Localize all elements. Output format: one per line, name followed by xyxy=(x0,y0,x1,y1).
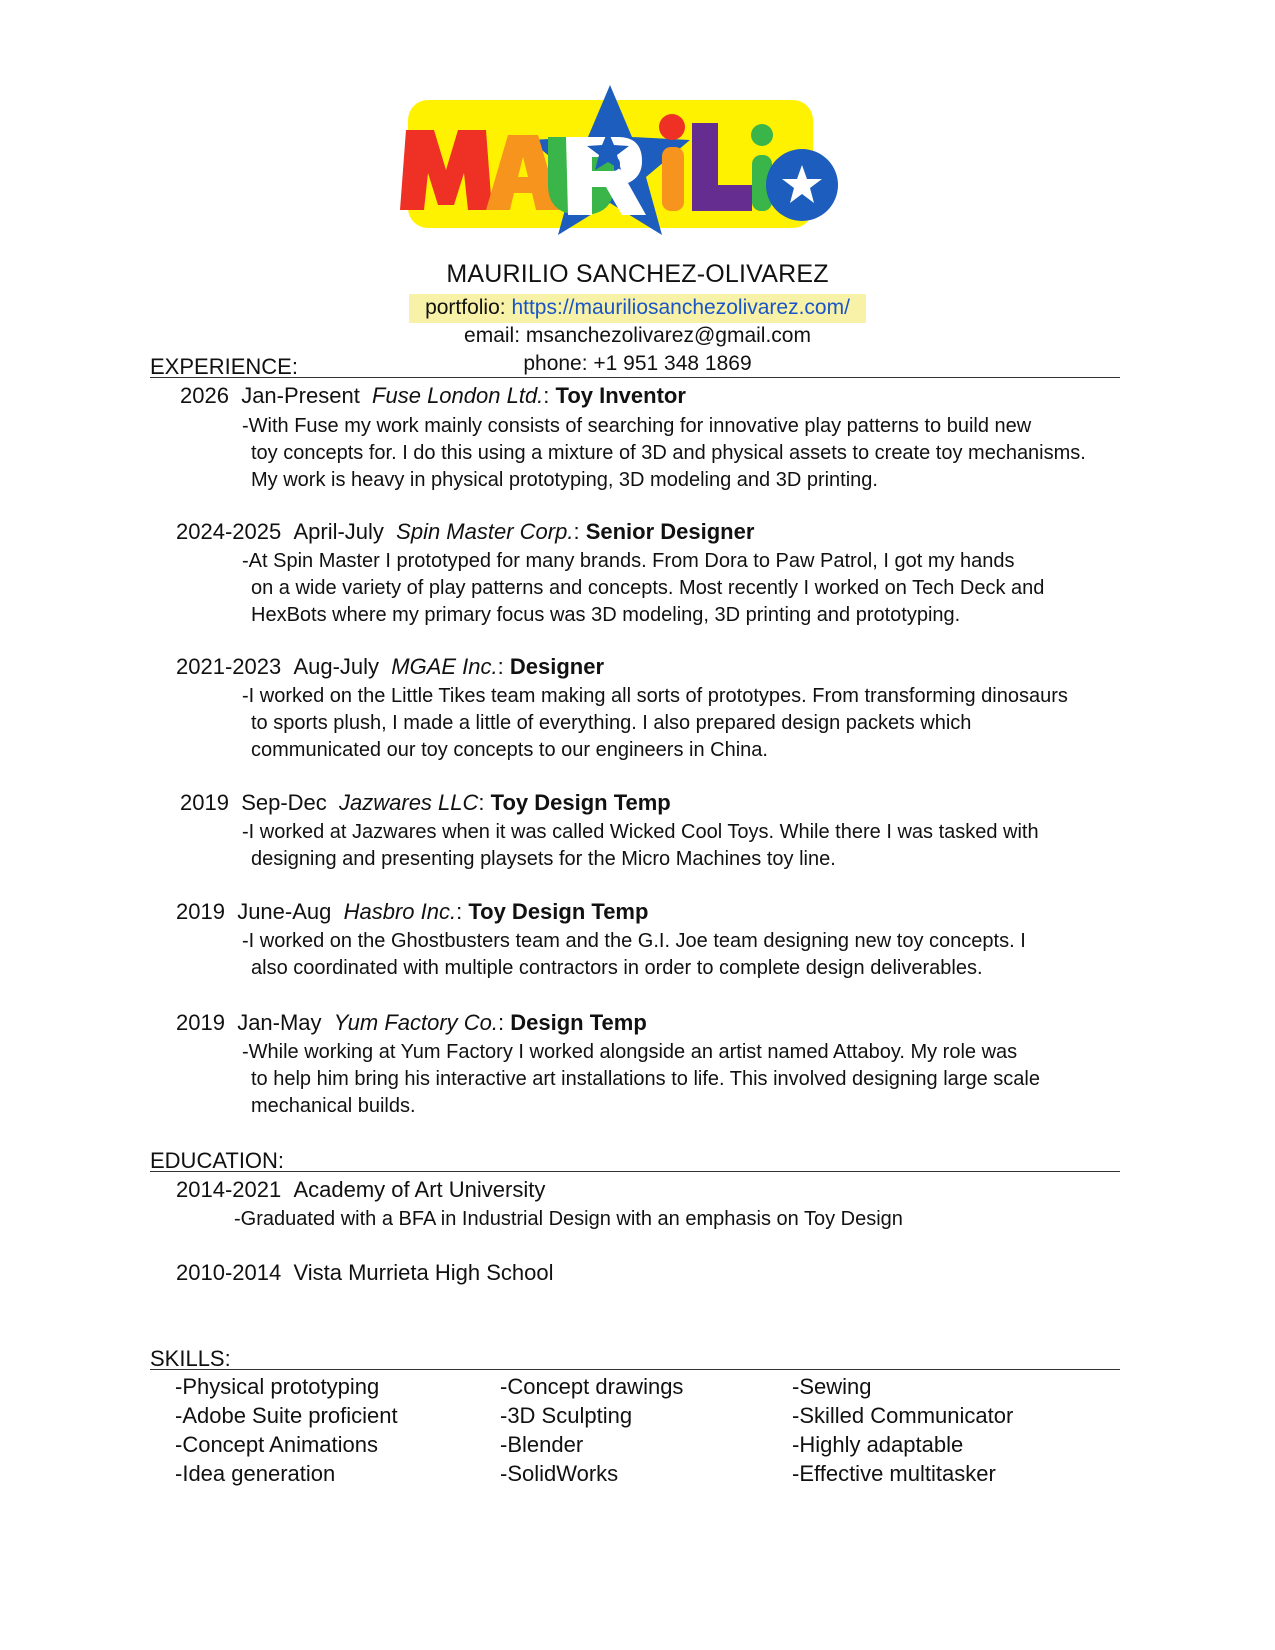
job-company: Fuse London Ltd. xyxy=(372,383,544,408)
job-description xyxy=(242,683,1068,764)
portfolio-link[interactable]: https://mauriliosanchezolivarez.com/ xyxy=(511,296,850,319)
desc-line: also coordinated with multiple contractors in order to complete design deliverables. xyxy=(251,957,983,979)
edu-school: Academy of Art University xyxy=(293,1177,546,1202)
skill-item: -Sewing xyxy=(792,1374,872,1399)
job-years: 2019 xyxy=(180,790,229,815)
skill-item: -Skilled Communicator xyxy=(792,1403,1014,1428)
skill-item: -Blender xyxy=(500,1432,584,1457)
section-divider xyxy=(150,377,1120,378)
job-header: 2019 Sep-Dec Jazwares LLC: Toy Design Temp xyxy=(180,790,671,815)
desc-line: -While working at Yum Factory I worked alongside an artist named Attaboy. My role was xyxy=(242,1041,1018,1063)
job-header: 2026 Jan-Present Fuse London Ltd.: Toy Inventor xyxy=(180,383,686,408)
skill-item: -Idea generation xyxy=(175,1461,336,1486)
skill-item: -Highly adaptable xyxy=(792,1432,964,1457)
job-role: Designer xyxy=(509,654,605,679)
skill-item: -Concept Animations xyxy=(175,1432,378,1457)
job-header: 2021-2023 Aug-July MGAE Inc.: Designer xyxy=(176,654,605,679)
desc-line: -I worked on the Little Tikes team making all sorts of prototypes. From transforming dinosaurs xyxy=(242,685,1068,707)
edu-note: -Graduated with a BFA in Industrial Design with an emphasis on Toy Design xyxy=(234,1208,903,1230)
job-company: Spin Master Corp. xyxy=(396,519,574,544)
section-divider xyxy=(150,1369,1120,1370)
edu-years: 2014-2021 xyxy=(176,1177,282,1202)
job-months: Jan-Present xyxy=(241,383,360,408)
job-months: June-Aug xyxy=(237,899,332,924)
edu-school: Vista Murrieta High School xyxy=(293,1260,554,1285)
desc-line: to sports plush, I made a little of everything. I also prepared design packets which xyxy=(251,712,972,734)
desc-line: -With Fuse my work mainly consists of searching for innovative play patterns to build new xyxy=(242,415,1032,437)
education-entry xyxy=(176,1260,554,1286)
job-description xyxy=(242,819,1039,873)
education-entry xyxy=(176,1177,545,1203)
desc-line: -I worked at Jazwares when it was called Wicked Cool Toys. While there I was tasked with xyxy=(242,821,1039,843)
job-header: 2019 June-Aug Hasbro Inc.: Toy Design Temp xyxy=(176,899,649,924)
skill-item: -Concept drawings xyxy=(500,1374,684,1399)
job-header: 2019 Jan-May Yum Factory Co.: Design Temp xyxy=(176,1010,647,1035)
job-role: Toy Design Temp xyxy=(468,899,649,924)
job-company: Yum Factory Co. xyxy=(333,1010,499,1035)
desc-line: mechanical builds. xyxy=(251,1095,416,1117)
job-description xyxy=(242,413,1086,494)
job-description xyxy=(242,1039,1040,1120)
job-months: Aug-July xyxy=(293,654,380,679)
skill-item: -3D Sculpting xyxy=(500,1403,633,1428)
portfolio-label: portfolio: xyxy=(425,296,512,319)
job-description xyxy=(242,928,1026,982)
job-months: April-July xyxy=(293,519,384,544)
job-years: 2026 xyxy=(180,383,229,408)
desc-line: toy concepts for. I do this using a mixture of 3D and physical assets to create toy mechanisms. xyxy=(251,442,1086,464)
job-company: MGAE Inc. xyxy=(391,654,498,679)
logo xyxy=(400,85,860,255)
job-header: 2024-2025 April-July Spin Master Corp.: Senior Designer xyxy=(176,519,755,544)
job-role: Senior Designer xyxy=(585,519,755,544)
job-role: Design Temp xyxy=(510,1010,647,1035)
edu-years: 2010-2014 xyxy=(176,1260,282,1285)
desc-line: communicated our toy concepts to our engineers in China. xyxy=(251,739,768,761)
skill-item: -Physical prototyping xyxy=(175,1374,380,1399)
experience-heading: EXPERIENCE: xyxy=(150,354,298,379)
skill-item: -SolidWorks xyxy=(500,1461,619,1486)
phone: phone: +1 951 348 1869 xyxy=(523,352,752,375)
desc-line: My work is heavy in physical prototyping, 3D modeling and 3D printing. xyxy=(251,469,878,491)
portfolio-highlight xyxy=(409,294,866,323)
job-months: Sep-Dec xyxy=(241,790,327,815)
email[interactable]: email: msanchezolivarez@gmail.com xyxy=(464,324,811,347)
job-company: Jazwares LLC xyxy=(339,790,479,815)
resume-name: MAURILIO SANCHEZ-OLIVAREZ xyxy=(446,260,829,288)
desc-line: -I worked on the Ghostbusters team and the G.I. Joe team designing new toy concepts. I xyxy=(242,930,1026,952)
job-role: Toy Design Temp xyxy=(490,790,671,815)
skill-item: -Effective multitasker xyxy=(792,1461,996,1486)
portfolio-line xyxy=(0,296,1275,320)
skills-heading: SKILLS: xyxy=(150,1346,231,1371)
desc-line: on a wide variety of play patterns and concepts. Most recently I worked on Tech Deck and xyxy=(251,577,1045,599)
job-years: 2024-2025 xyxy=(176,519,282,544)
job-company: Hasbro Inc. xyxy=(343,899,457,924)
desc-line: HexBots where my primary focus was 3D modeling, 3D printing and prototyping. xyxy=(251,604,961,626)
job-years: 2019 xyxy=(176,1010,225,1035)
education-heading: EDUCATION: xyxy=(150,1148,285,1173)
desc-line: to help him bring his interactive art installations to life. This involved designing large scale xyxy=(251,1068,1040,1090)
job-years: 2021-2023 xyxy=(176,654,282,679)
section-divider xyxy=(150,1171,1120,1172)
skill-item: -Adobe Suite proficient xyxy=(175,1403,398,1428)
job-years: 2019 xyxy=(176,899,225,924)
desc-line: designing and presenting playsets for the Micro Machines toy line. xyxy=(251,848,836,870)
job-role: Toy Inventor xyxy=(555,383,686,408)
job-description xyxy=(242,548,1044,629)
job-months: Jan-May xyxy=(237,1010,322,1035)
desc-line: -At Spin Master I prototyped for many brands. From Dora to Paw Patrol, I got my hands xyxy=(242,550,1015,572)
